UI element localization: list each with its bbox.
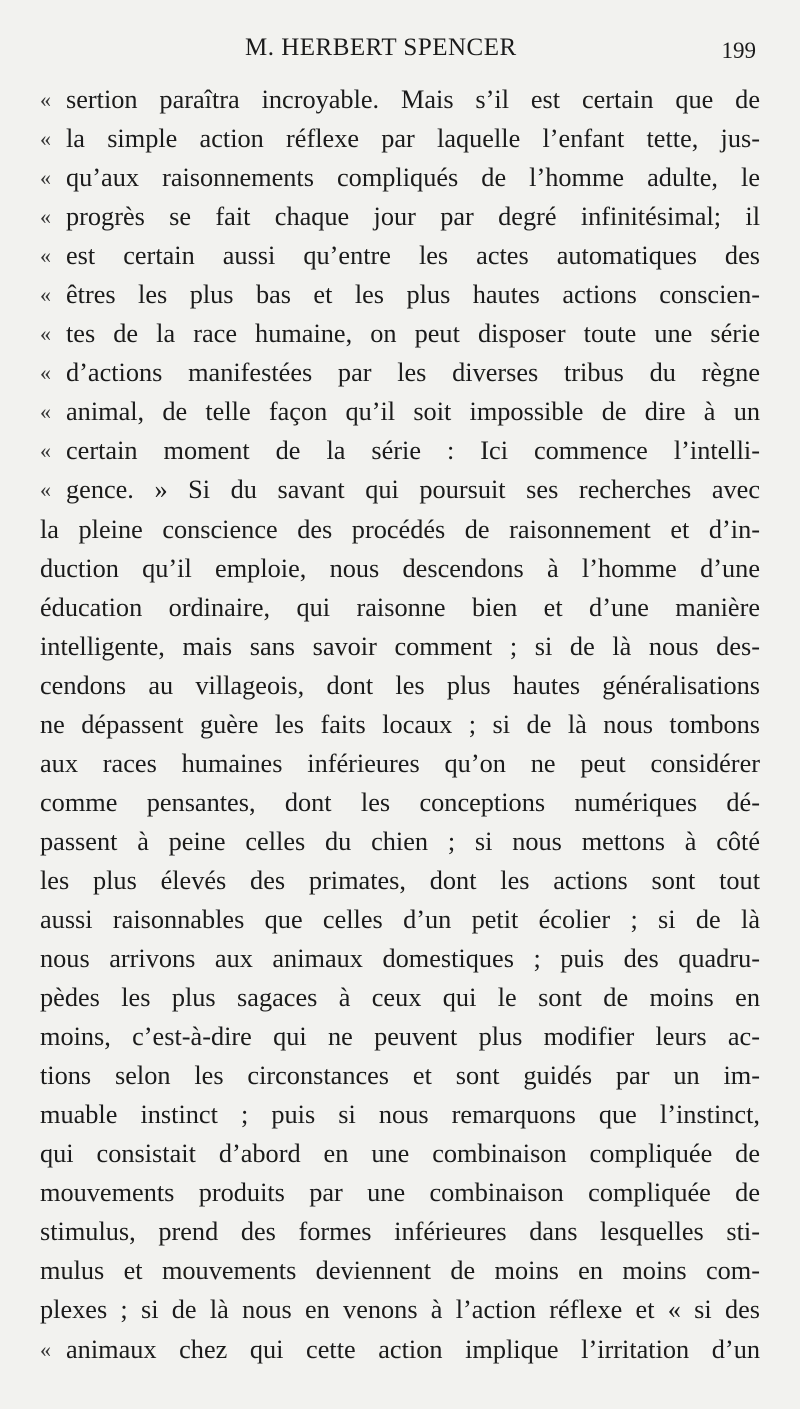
quote-mark: « (40, 282, 51, 308)
running-title: M. HERBERT SPENCER (245, 34, 517, 61)
quote-mark: « (40, 360, 51, 386)
text-line: tions selon les circonstances et sont guidés par un im- (40, 1061, 760, 1091)
quote-mark: « (40, 165, 51, 191)
text-line (40, 314, 760, 353)
running-head (0, 34, 800, 74)
quote-mark: « (40, 243, 51, 269)
text-line: les plus élevés des primates, dont les actions sont tout (40, 865, 760, 895)
line-text: progrès se fait chaque jour par degré infinitésimal; il (66, 202, 760, 232)
text-line: comme pensantes, dont les conceptions numériques dé- (40, 787, 760, 817)
text-line: pèdes les plus sagaces à ceux qui le sont de moins en (40, 983, 760, 1013)
text-line (40, 353, 760, 392)
text-line: cendons au villageois, dont les plus hautes généralisations (40, 670, 760, 700)
text-line: nous arrivons aux animaux domestiques ; puis des quadru- (40, 944, 760, 974)
text-line: mouvements produits par une combinaison compliquée de (40, 1178, 760, 1208)
text-line (40, 236, 760, 275)
quote-mark: « (40, 438, 51, 464)
text-line: aussi raisonnables que celles d’un petit écolier ; si de là (40, 904, 760, 934)
text-line: passent à peine celles du chien ; si nous mettons à côté (40, 826, 760, 856)
quote-mark: « (40, 321, 51, 347)
line-text: d’actions manifestées par les diverses tribus du règne (66, 358, 760, 388)
line-text: est certain aussi qu’entre les actes automatiques des (66, 241, 760, 271)
quote-mark: « (40, 204, 51, 230)
text-line (40, 392, 760, 431)
text-line: mulus et mouvements deviennent de moins en moins com- (40, 1256, 760, 1286)
text-line: aux races humaines inférieures qu’on ne peut considérer (40, 748, 760, 778)
text-line (40, 1330, 760, 1369)
quote-mark: « (40, 87, 51, 112)
text-line: éducation ordinaire, qui raisonne bien et d’une manière (40, 592, 760, 622)
text-line (40, 80, 760, 119)
text-line: la pleine conscience des procédés de raisonnement et d’in- (40, 514, 760, 544)
text-line: plexes ; si de là nous en venons à l’action réflexe et « si des (40, 1295, 760, 1325)
text-line: intelligente, mais sans savoir comment ; si de là nous des- (40, 631, 760, 661)
line-text: certain moment de la série : Ici commence l’intelli- (66, 436, 760, 466)
line-text: êtres les plus bas et les plus hautes actions conscien- (66, 280, 760, 310)
quote-mark: « (40, 399, 51, 425)
text-line: muable instinct ; puis si nous remarquons que l’instinct, (40, 1100, 760, 1130)
text-line (40, 431, 760, 470)
line-text: qu’aux raisonnements compliqués de l’homme adulte, le (66, 163, 760, 193)
line-text: animal, de telle façon qu’il soit impossible de dire à un (66, 397, 760, 427)
quote-mark: « (40, 1336, 51, 1362)
text-line: duction qu’il emploie, nous descendons à l’homme d’une (40, 553, 760, 583)
line-text: sertion paraîtra incroyable. Mais s’il est certain que de (66, 85, 760, 114)
line-text: tes de la race humaine, on peut disposer toute une série (66, 319, 760, 349)
text-line: stimulus, prend des formes inférieures dans lesquelles sti- (40, 1217, 760, 1247)
line-text: gence. » Si du savant qui poursuit ses recherches avec (66, 475, 760, 505)
line-text: la simple action réflexe par laquelle l’enfant tette, jus- (66, 124, 760, 154)
text-line (40, 470, 760, 509)
quote-mark: « (40, 477, 51, 503)
text-line: qui consistait d’abord en une combinaison compliquée de (40, 1139, 760, 1169)
text-line (40, 119, 760, 158)
page-number: 199 (721, 38, 756, 63)
text-line: ne dépassent guère les faits locaux ; si de là nous tombons (40, 709, 760, 739)
text-line: moins, c’est-à-dire qui ne peuvent plus modifier leurs ac- (40, 1022, 760, 1052)
line-text: animaux chez qui cette action implique l’irritation d’un (66, 1334, 760, 1364)
quote-mark: « (40, 126, 51, 152)
text-line (40, 197, 760, 236)
text-line (40, 158, 760, 197)
text-line (40, 275, 760, 314)
body-text (40, 80, 760, 1369)
